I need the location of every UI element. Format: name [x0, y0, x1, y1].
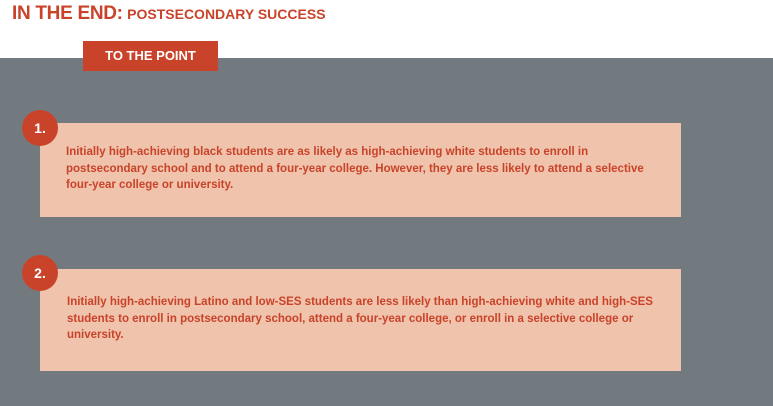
- point-number-badge-1: 1.: [22, 110, 58, 146]
- page-title: [12, 3, 326, 25]
- point-text-2: Initially high-achieving Latino and low-SES students are less likely than high-achieving white and high-SES students to enroll in postsecondary school, attend a four-year college, or enroll in a selective college or university.: [67, 296, 653, 341]
- point-text-1: Initially high-achieving black students are as likely as high-achieving white students to enroll in postsecondary school and to attend a four-year college. However, they are less likely to attend a selective four-year college or university.: [66, 146, 644, 191]
- point-card-1: [40, 123, 681, 217]
- point-number-badge-2: 2.: [22, 255, 58, 291]
- point-card-2: [40, 269, 681, 371]
- tab-to-the-point: TO THE POINT: [83, 41, 218, 71]
- page-title-main: IN THE END:: [12, 3, 123, 24]
- page-title-sub: POSTSECONDARY SUCCESS: [127, 6, 326, 22]
